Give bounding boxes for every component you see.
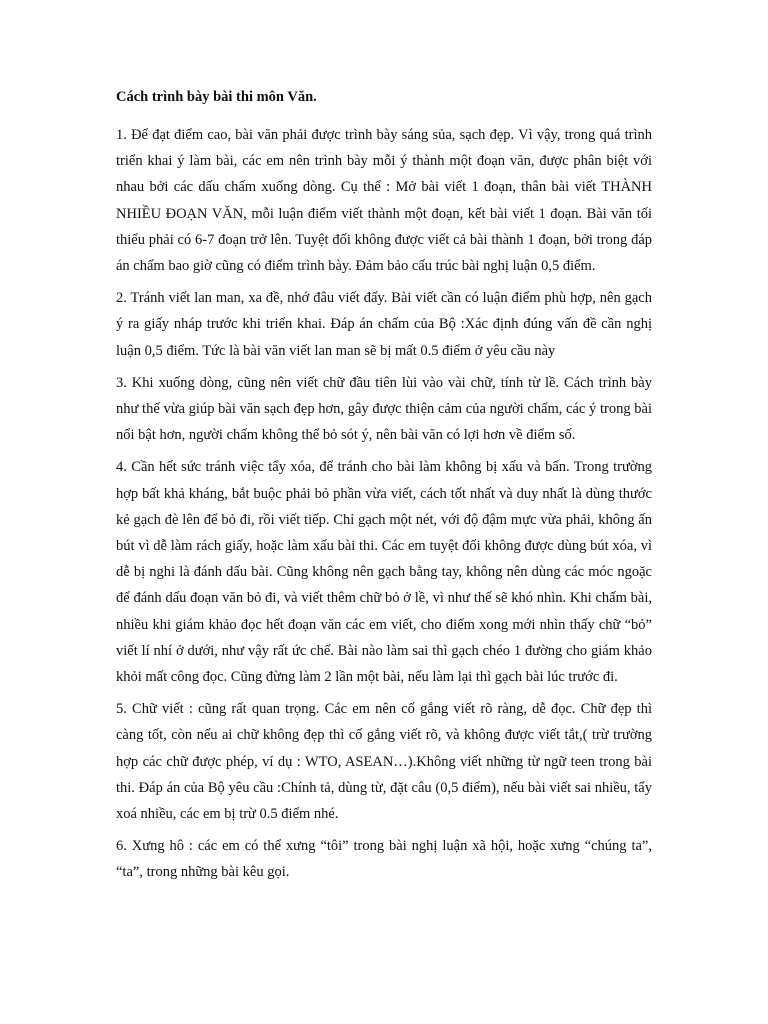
paragraph-1: 1. Để đạt điểm cao, bài văn phải được trình bày sáng sủa, sạch đẹp. Vì vậy, trong quá trình triển khai ý làm bài, các em nên trình bày mỗi ý thành một đoạn văn, được phân biệt với nhau bởi các dấu chấm xuống dòng. Cụ thể : Mở bài viết 1 đoạn, thân bài viết THÀNH NHIỀU ĐOẠN VĂN, mỗi luận điểm viết thành một đoạn, kết bài viết 1 đoạn. Bài văn tối thiểu phải có 6-7 đoạn trở lên. Tuyệt đối không được viết cả bài thành 1 đoạn, bởi trong đáp án chấm bao giờ cũng có điểm trình bày. Đảm bảo cấu trúc bài nghị luận 0,5 điểm. (116, 127, 652, 275)
paragraph-4: 4. Cần hết sức tránh việc tẩy xóa, để tránh cho bài làm không bị xấu và bẩn. Trong trường hợp bất khả kháng, bắt buộc phải bỏ phần vừa viết, cách tốt nhất và duy nhất là dùng thước kẻ gạch đè lên để bỏ đi, rồi viết tiếp. Chỉ gạch một nét, với độ đậm mực vừa phải, không ấn bút vì dễ làm rách giấy, hoặc làm xấu bài thi. Các em tuyệt đối không được dùng bút xóa, vì dễ bị nghi là đánh dấu bài. Cũng không nên gạch bằng tay, không nên dùng các móc ngoặc để đánh dấu đoạn văn bỏ đi, và viết thêm chữ bỏ ở lề, vì như thế sẽ khó nhìn. Khi chấm bài, nhiều khi giám khảo đọc hết đoạn văn các em viết, cho điểm xong mới nhìn thấy chữ “bỏ” viết lí nhí ở dưới, như vậy rất ức chế. Bài nào làm sai thì gạch chéo 1 đường cho giám khảo khỏi mất công đọc. Cũng đừng làm 2 lần một bài, nếu làm lại thì gạch bài lúc trước đi. (116, 459, 652, 686)
paragraph-3: 3. Khi xuống dòng, cũng nên viết chữ đầu tiên lùi vào vài chữ, tính từ lề. Cách trình bày như thế vừa giúp bài văn sạch đẹp hơn, gây được thiện cảm của người chấm, các ý trong bài nổi bật hơn, người chấm không thể bỏ sót ý, nên bài văn có lợi hơn về điểm số. (116, 374, 652, 444)
document-title: Cách trình bày bài thi môn Văn. (116, 89, 317, 105)
paragraph-2: 2. Tránh viết lan man, xa đề, nhớ đâu viết đấy. Bài viết cần có luận điểm phù hợp, nên gạch ý ra giấy nháp trước khi triển khai. Đáp án chấm của Bộ :Xác định đúng vấn đề cần nghị luận 0,5 điểm. Tức là bài văn viết lan man sẽ bị mất 0.5 điểm ở yêu cầu này (116, 290, 652, 359)
paragraph-6: 6. Xưng hô : các em có thể xưng “tôi” trong bài nghị luận xã hội, hoặc xưng “chúng ta”, “ta”, trong những bài kêu gọi. (116, 838, 652, 881)
paragraph-5: 5. Chữ viết : cũng rất quan trọng. Các em nên cố gắng viết rõ ràng, dễ đọc. Chữ đẹp thì càng tốt, còn nếu ai chữ không đẹp thì cố gắng viết rõ, và không được viết tắt,( trừ trường hợp các chữ được phép, ví dụ : WTO, ASEAN…).Không viết những từ ngữ teen trong bài thi. Đáp án của Bộ yêu cầu :Chính tả, dùng từ, đặt câu (0,5 điểm), nếu bài viết sai nhiều, tẩy xoá nhiều, các em bị trừ 0.5 điểm nhé. (116, 701, 652, 823)
